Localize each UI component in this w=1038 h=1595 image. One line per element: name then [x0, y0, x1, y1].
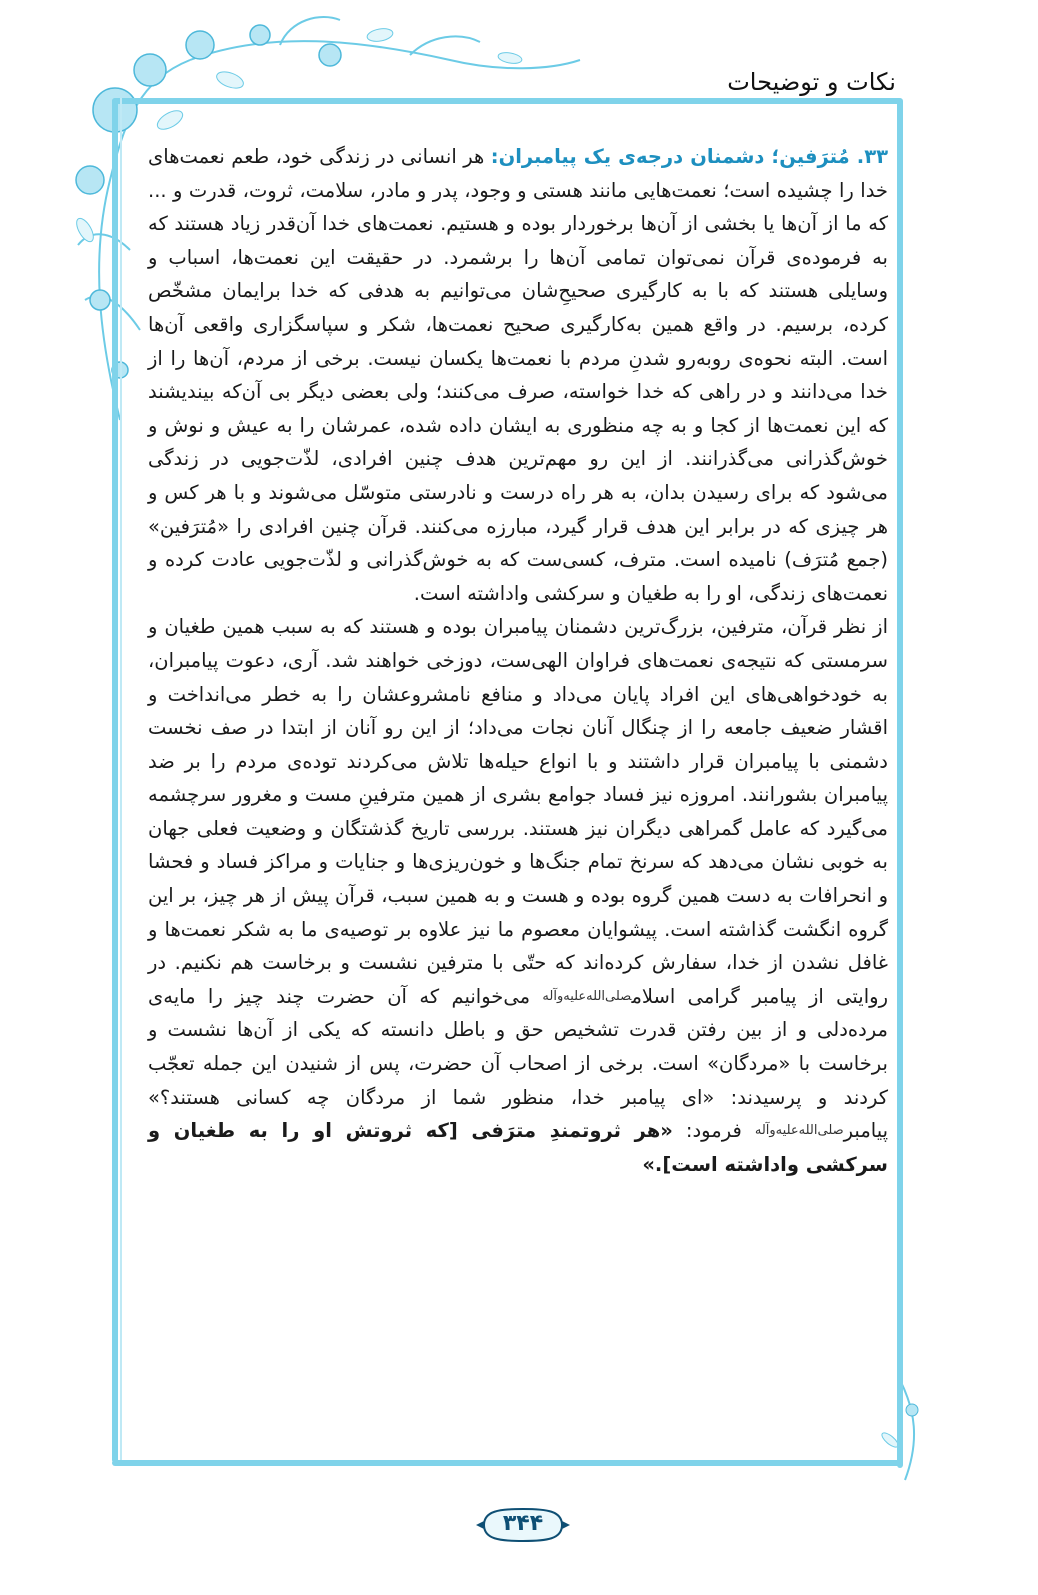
main-content: [148, 140, 888, 1181]
frame-top-border: [112, 98, 902, 104]
frame-bottom-border: [112, 1460, 903, 1466]
paragraph-2-text-b: می‌خوانیم که آن حضرت چند چیز را مایه‌ی مرده‌دلی و از بین رفتن قدرت تشخیص حق و باطل دانسته که یکی از آن‌ها نشست و برخاست با «مردگان» است. برخی از اصحاب آن حضرت، پس از شنیدن این جمله تعجّب کردند و پرسیدند: «ای پیامبر خدا، منظور شما از مردگان چه کسانی هستند؟» پیامبر: [148, 984, 889, 1143]
salawat-glyph-1: صلی‌الله‌علیه‌وآله: [542, 988, 632, 1004]
section-heading: ۳۳. مُترَفین؛ دشمنان درجه‌ی یک پیامبران:: [490, 145, 888, 168]
hadith-quote: «هر ثروتمندِ مترَفی [که ثروتش او را به طغیان و سرکشی واداشته است].»: [148, 1119, 888, 1176]
frame-left-border: [112, 98, 118, 1463]
salawat-glyph-2: صلی‌الله‌علیه‌وآله: [754, 1123, 844, 1139]
page-title: نکات و توضیحات: [727, 68, 896, 96]
page-number-badge: [474, 1505, 572, 1545]
frame-left-inner-border: [120, 98, 122, 1463]
paragraph-1: [148, 140, 888, 610]
paragraph-2-text-c: فرمود:: [672, 1119, 755, 1143]
paragraph-2-text-a: از نظر قرآن، مترفین، بزرگ‌ترین دشمنان پیامبران بوده و هستند که به سبب همین طغیان و سرمستی که نتیجه‌ی نعمت‌های فراوان الهی‌ست، دوزخی خواهند شد. آری، دعوت پیامبران، به خودخواهی‌های این افراد پایان می‌داد و منافع نامشروعشان را به خطر می‌انداخت و اقشار ضعیف جامعه را از چنگال آنان نجات می‌داد؛ از این رو آنان از ابتدا در صف نخست دشمنی با پیامبران قرار داشتند و با انواع حیله‌ها تلاش می‌کردند توده‌ی مردم را بر ضد پیامبران بشورانند. امروزه نیز فساد جوامع بشری از همین مترفینِ مست و مغرور سرچشمه می‌گیرد که عامل گمراهی دیگران نیز هستند. بررسی تاریخ گذشتگان و وضعیت فعلی جهان به خوبی نشان می‌دهد که سرنخ تمام جنگ‌ها و خون‌ریزی‌ها و جنایات و مراکز فساد و فحشا و انحرافات به دست همین گروه بوده و هست و به همین سبب، قرآن پیش از هر چیز، بر این گروه انگشت گذاشته است. پیشوایان معصوم ما نیز علاوه بر توصیه‌ی ما به شکر نعمت‌ها و غافل نشدن از خدا، سفارش کرده‌اند که حتّی با مترفین نشست و برخاست هم نکنیم. در روایتی از پیامبر گرامی اسلام: [148, 615, 888, 1008]
paragraph-1-text: هر انسانی در زندگی خود، طعم نعمت‌های خدا را چشیده است؛ نعمت‌هایی مانند هستی و وجود، پدر و مادر، سلامت، ثروت، قدرت و ... که ما از آن‌ها یا بخشی از آن‌ها برخوردار بوده و هستیم. نعمت‌های خدا آن‌قدر زیاد هستند که به فرموده‌ی قرآن نمی‌توان تمامی آن‌ها را برشمرد. در حقیقت این نعمت‌ها، اسباب و وسایلی هستند که با به کارگیری صحیحِ‌شان می‌توانیم به هدفی که خدا برایمان مشخّص کرده، برسیم. در واقع همین به‌کارگیری صحیح نعمت‌ها، شکر و سپاسگزاری واقعی آن‌ها است. البته نحوه‌ی روبه‌رو شدنِ مردم با نعمت‌ها یکسان نیست. برخی از مردم، آن‌ها را از خدا می‌دانند و در راهی که خدا خواسته، صرف می‌کنند؛ ولی بعضی دیگر بی آن‌که بیندیشند که این نعمت‌ها از کجا و به چه منظوری به ایشان داده شده، عمرشان را به عیش و نوش و خوش‌گذرانی می‌گذرانند. از این رو مهم‌ترین هدف چنین افرادی، لذّت‌جویی در زندگی می‌شود که برای رسیدن بدان، به هر راه درست و نادرستی متوسّل می‌شوند و با هر کس و هر چیزی که در برابر این هدف قرار گیرد، مبارزه می‌کنند. قرآن چنین افرادی را «مُترَفین» (جمع مُترَف) نامیده است. مترف، کسی‌ست که به خوش‌گذرانی و لذّت‌جویی عادت کرده و نعمت‌های زندگی، او را به طغیان و سرکشی واداشته است.: [148, 145, 888, 605]
paragraph-2: [148, 610, 888, 1181]
page-number: ۳۴۴: [502, 1511, 544, 1536]
frame-right-border: [897, 98, 903, 1468]
